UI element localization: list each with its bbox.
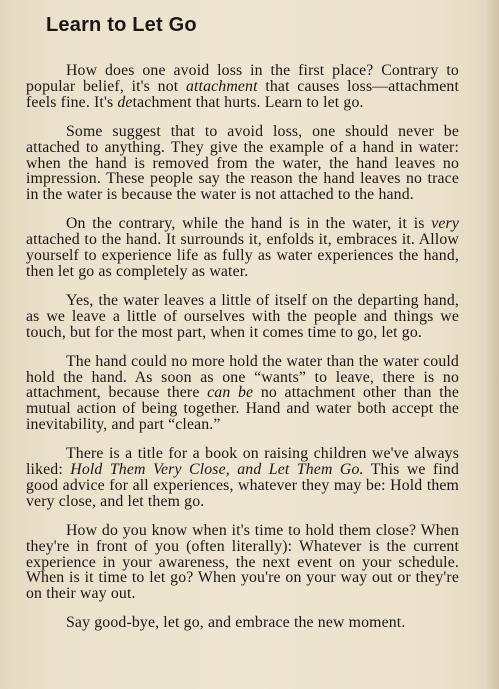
text-run: no attachment other than the mutual action of being together. Hand and water both accept the inevitability, and part “clean.”: [26, 384, 459, 434]
text-run: How does one avoid loss in the first place? Contrary to popular belief, it's not: [26, 62, 459, 95]
paragraph: [26, 354, 459, 434]
paragraph: [26, 293, 459, 341]
text-run: How do you know when it's time to hold them close? When they're in front of you (often literally): Whatever is the current experience in your awareness, the next event on your schedule. When is it time to let go? When you're on your way out or they're on their way out.: [26, 521, 459, 603]
paragraph: [26, 216, 459, 280]
text-run: that causes loss—attachment feels fine. It's: [26, 77, 460, 111]
paragraph: [26, 446, 459, 510]
italic-text: Hold Them Very Close, and Let Them Go.: [70, 461, 364, 479]
italic-text: de: [117, 93, 133, 111]
text-run: tachment that hurts. Learn to let go.: [132, 93, 364, 111]
text-run: Yes, the water leaves a little of itself on the departing hand, as we leave a little of ourselves with the people and things we touch, but for the most part, when it comes time to go, let go.: [26, 291, 459, 341]
italic-text: can be: [207, 384, 254, 402]
paragraph: [26, 124, 459, 204]
paragraph: [26, 523, 459, 603]
text-run: attached to the hand. It surrounds it, enfolds it, embraces it. Allow yourself to experience life as fully as water experiences the hand, then let go as completely as water.: [26, 231, 459, 280]
text-run: The hand could no more hold the water than the water could hold the hand. As soon as one “wants” to leave, there is no attachment, because there: [26, 352, 459, 402]
italic-text: very: [431, 215, 459, 233]
page-title: Learn to Let Go: [46, 14, 197, 36]
text-run: There is a title for a book on raising children we've always liked:: [26, 445, 459, 479]
body-text: [26, 63, 459, 631]
text-run: On the contrary, while the hand is in the water, it is: [66, 215, 432, 233]
text-run: Say good-bye, let go, and embrace the new moment.: [66, 614, 406, 632]
italic-text: attachment: [185, 77, 258, 95]
paragraph: [26, 615, 459, 631]
paragraph: [26, 63, 459, 111]
text-run: This we find good advice for all experiences, whatever they may be: Hold them very close, and let them go.: [26, 461, 459, 510]
text-run: Some suggest that to avoid loss, one should never be attached to anything. They give the example of a hand in water: when the hand is removed from the water, the hand leaves no impression. These people say the reason the hand leaves no trace in the water is because the water is not attached to the hand.: [26, 122, 459, 204]
